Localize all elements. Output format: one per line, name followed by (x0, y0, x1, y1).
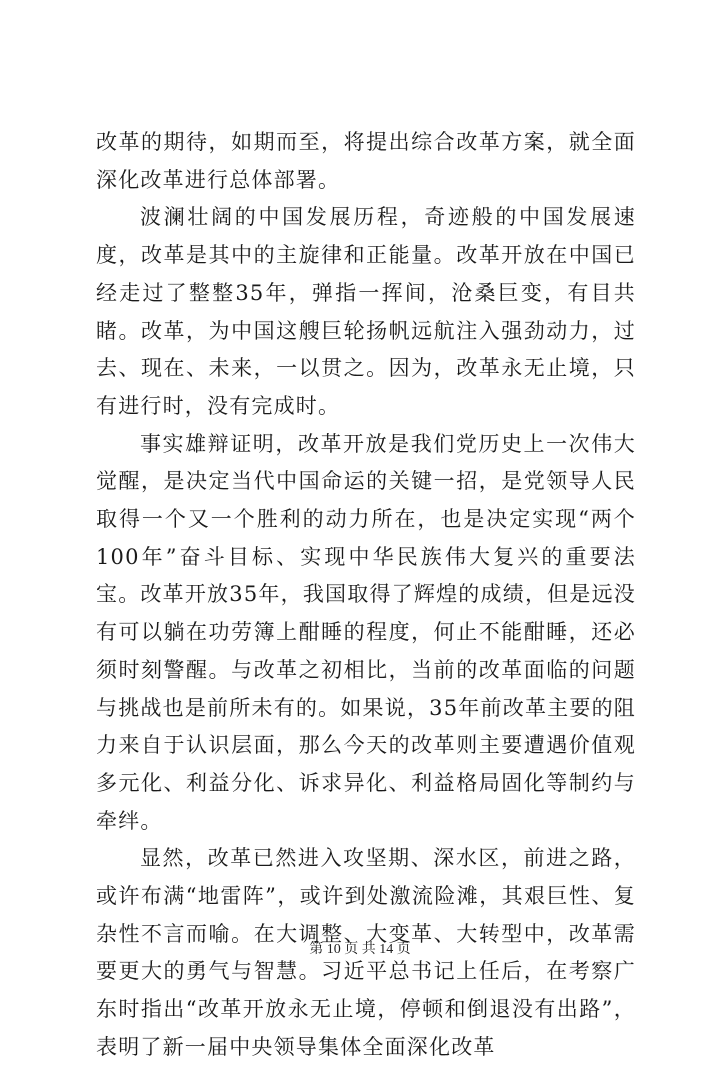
paragraph-2: 波澜壮阔的中国发展历程，奇迹般的中国发展速度，改革是其中的主旋律和正能量。改革开放在中国已经走过了整整35年，弹指一挥间，沧桑巨变，有目共睹。改革，为中国这艘巨轮扬帆远航注入强劲动力，过去、现在、未来，一以贯之。因为，改革永无止境，只有进行时，没有完成时。 (96, 205, 636, 418)
paragraph-3: 事实雄辩证明，改革开放是我们党历史上一次伟大觉醒，是决定当代中国命运的关键一招，是党领导人民取得一个又一个胜利的动力所在，也是决定实现“两个100年”奋斗目标、实现中华民族伟大复兴的重要法宝。改革开放35年，我国取得了辉煌的成绩，但是远没有可以躺在功劳簿上酣睡的程度，何止不能酣睡，还必须时刻警醒。与改革之初相比，当前的改革面临的问题与挑战也是前所未有的。如果说，35年前改革主要的阻力来自于认识层面，那么今天的改革则主要遭遇价值观多元化、利益分化、诉求异化、利益格局固化等制约与牵绊。 (96, 431, 636, 833)
page-number-footer: 第 10 页 共 14 页 (309, 942, 411, 957)
document-body (96, 124, 636, 1067)
paragraph-1: 改革的期待，如期而至，将提出综合改革方案，就全面深化改革进行总体部署。 (96, 130, 636, 192)
paragraph-4: 显然，改革已然进入攻坚期、深水区，前进之路，或许布满“地雷阵”，或许到处激流险滩，其艰巨性、复杂性不言而喻。在大调整、大变革、大转型中，改革需要更大的勇气与智慧。习近平总书记上任后，在考察广东时指出“改革开放永无止境，停顿和倒退没有出路”，表明了新一届中央领导集体全面深化改革 (96, 846, 636, 1059)
